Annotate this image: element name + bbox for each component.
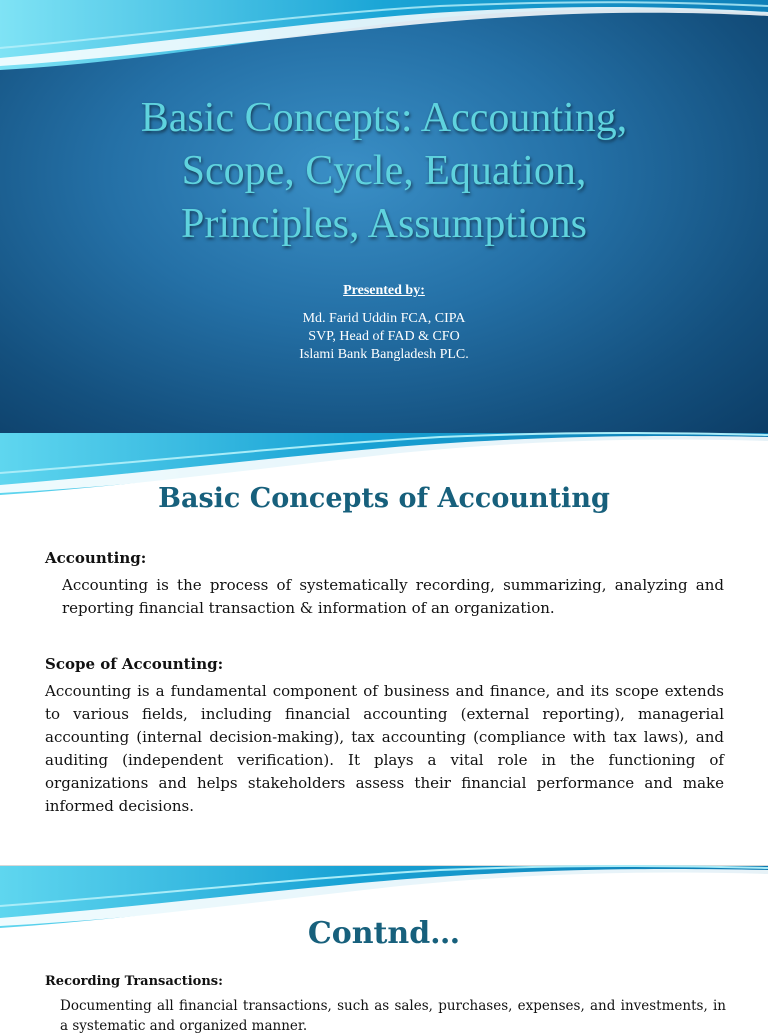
concepts-slide — [0, 433, 768, 865]
title-line: Scope, Cycle, Equation, — [181, 148, 587, 194]
slide3-title: Contnd… — [307, 916, 461, 951]
accounting-heading: Accounting: — [45, 549, 147, 567]
title-line: Principles, Assumptions — [180, 201, 588, 247]
scope-description: Accounting is a fundamental component of business and finance, and its scope extends to various fields, including financial accounting (external reporting), managerial accounting (internal decision-making), tax accounting (compliance with tax laws), and auditing (independent verification). It plays a vital role in the functioning of organizations and helps stakeholders assess their financial performance and make informed decisions. — [45, 682, 724, 815]
presenter-name: Md. Farid Uddin FCA, CIPA — [302, 311, 466, 326]
recording-heading: Recording Transactions: — [45, 974, 223, 989]
title-slide — [0, 0, 768, 433]
scope-heading: Scope of Accounting: — [45, 655, 224, 673]
presenter-organization: Islami Bank Bangladesh PLC. — [299, 347, 469, 362]
recording-description: Documenting all financial transactions, such as sales, purchases, expenses, and investments, in a systematic and organized manner. — [60, 998, 726, 1034]
presented-by-label: Presented by: — [343, 283, 425, 298]
title-line: Basic Concepts: Accounting, — [140, 95, 628, 141]
slide1-title — [40, 92, 728, 251]
accounting-definition: Accounting is the process of systematically recording, summarizing, analyzing and reporting financial transaction & information of an organization. — [62, 576, 724, 617]
slide1-wave-decoration — [0, 0, 768, 80]
slide2-title: Basic Concepts of Accounting — [158, 483, 610, 514]
presenter-position: SVP, Head of FAD & CFO — [308, 329, 460, 344]
contnd-slide — [0, 866, 768, 1034]
